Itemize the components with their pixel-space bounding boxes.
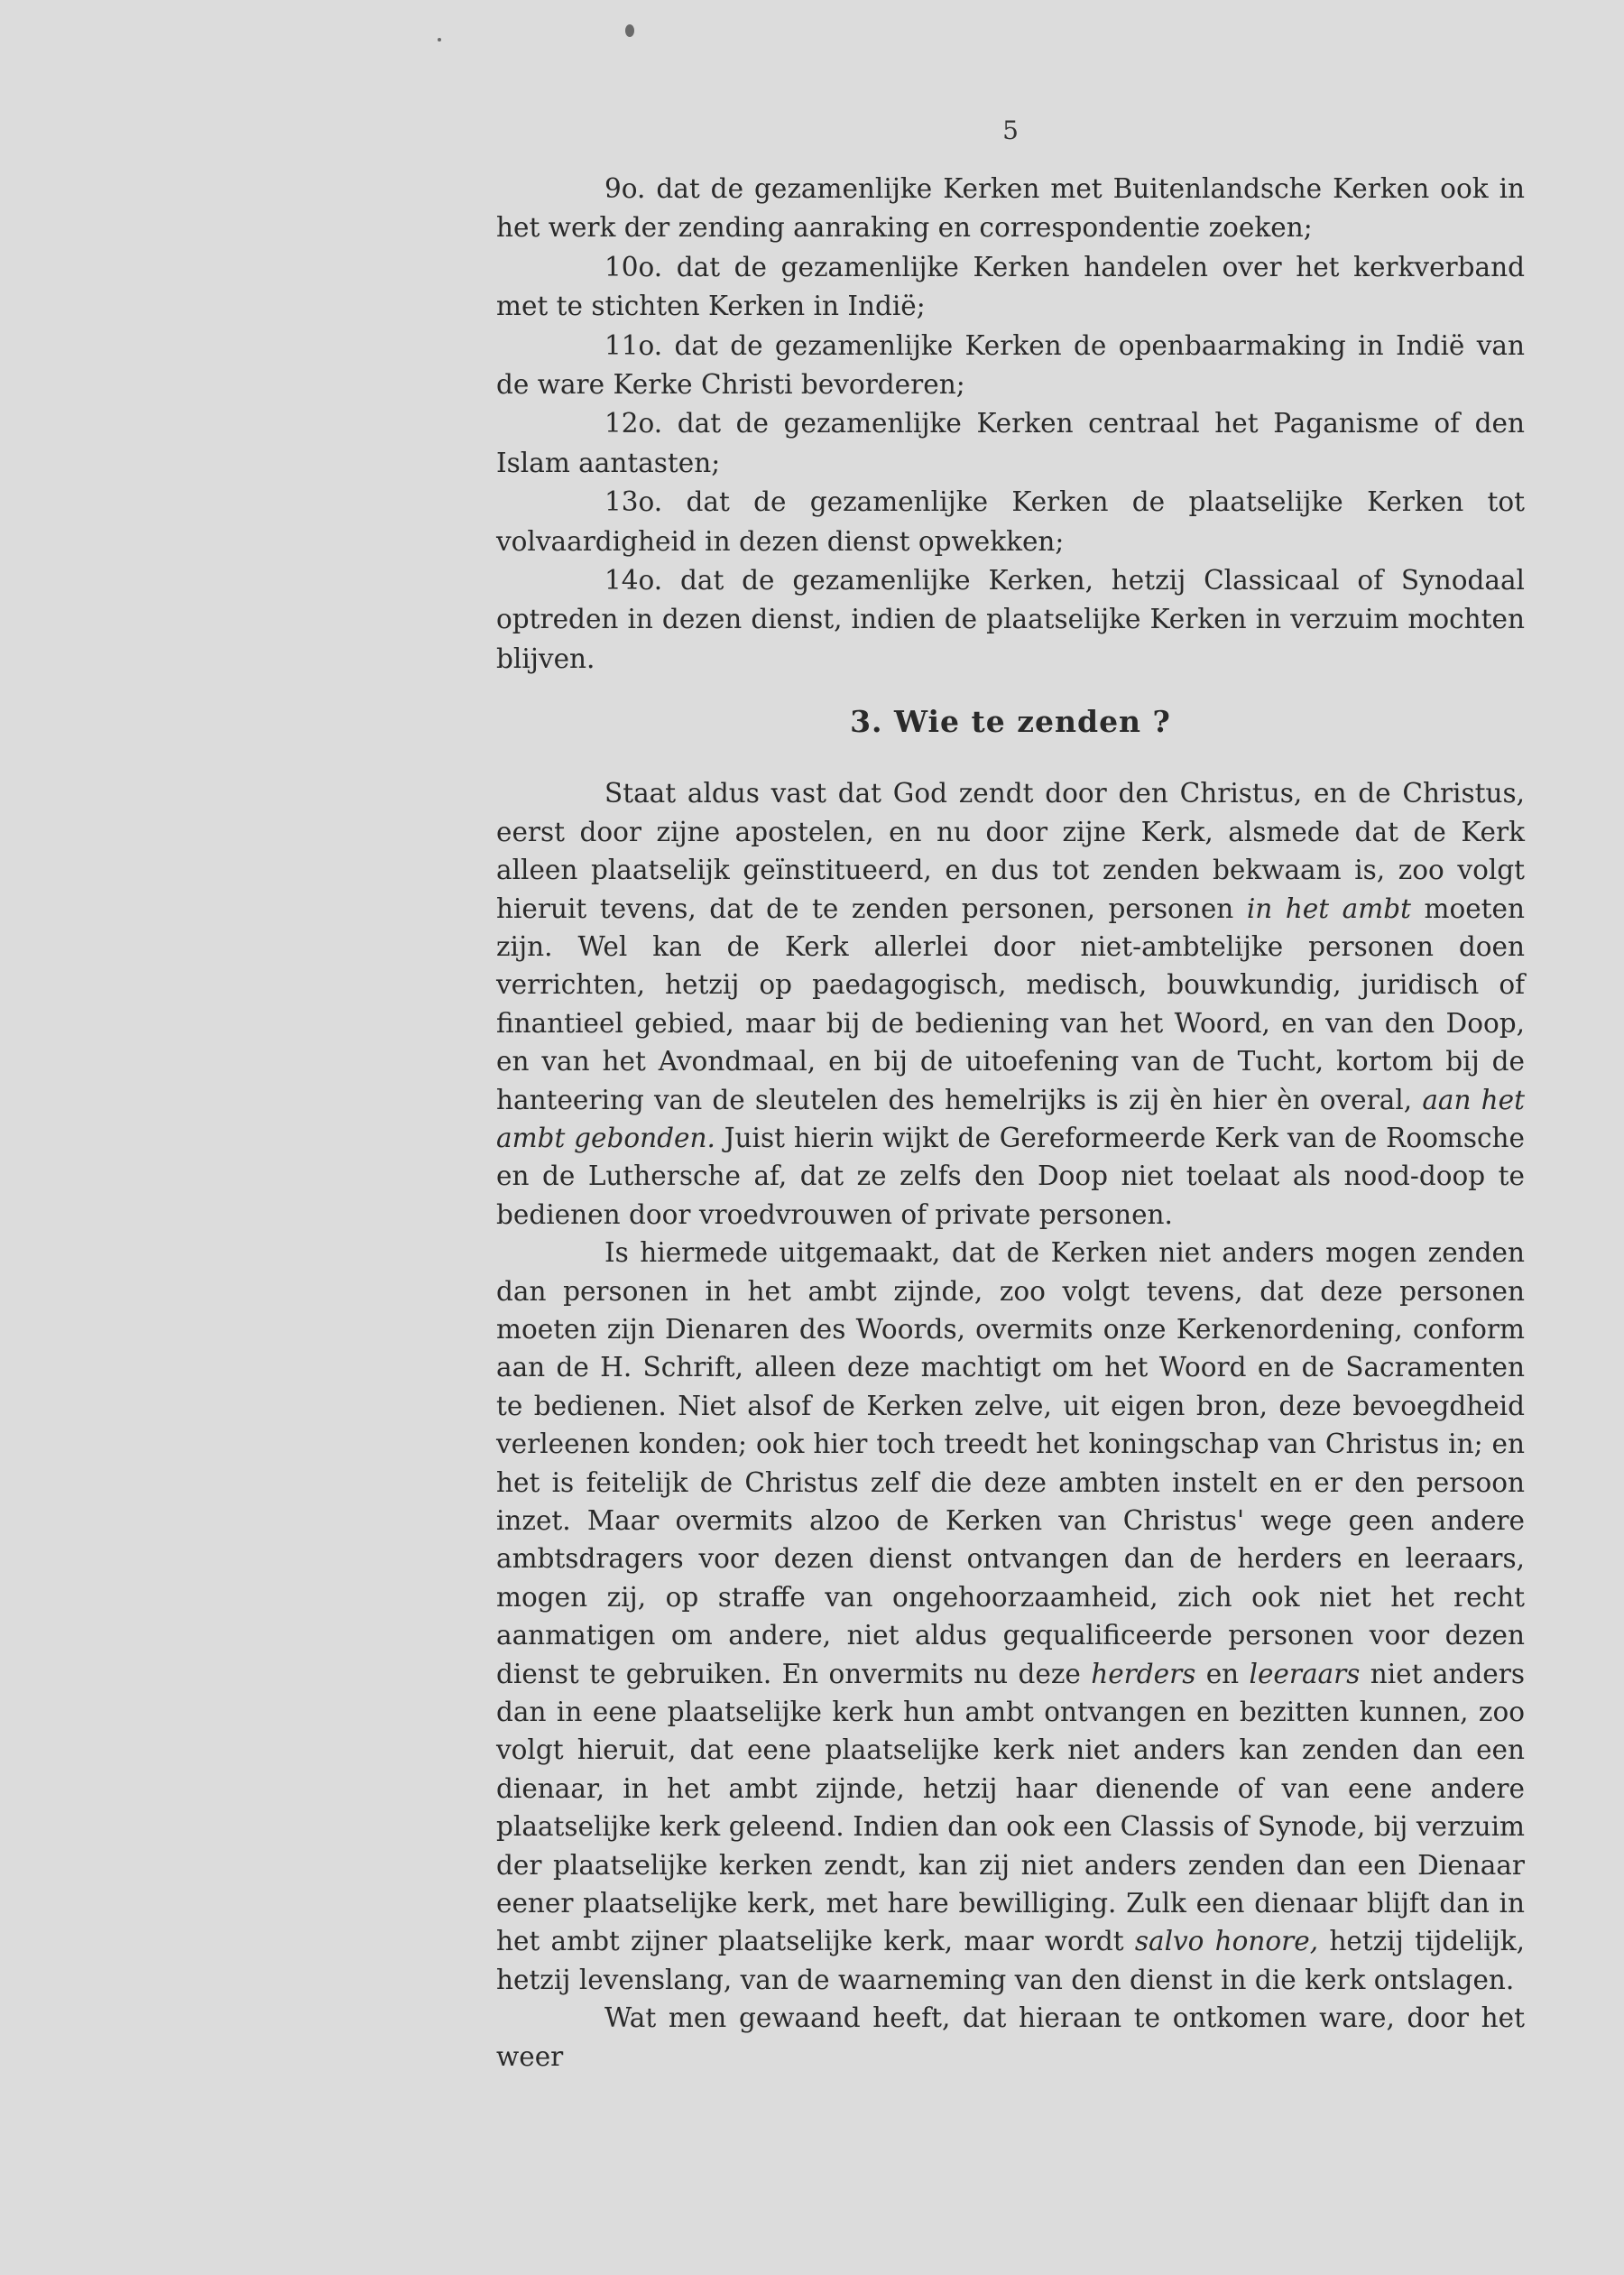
paragraph-text: niet anders dan in eene plaatselijke kerk hun ambt ontvangen en bezitten kunnen, zoo volgt hieruit, dat eene plaatselijke kerk niet anders kan zenden dan een dienaar, in het ambt zijnde, hetzij haar dienende of van eene andere plaatselijke kerk geleend. Indien dan ook een Classis of Synode, bij verzuim der plaatselijke kerken zendt, kan zij niet anders zenden dan een Dienaar eener plaatselijke kerk, met hare bewilliging. Zulk een dienaar blijft dan in het ambt zijner plaatselijke kerk, maar wordt — [496, 1658, 1525, 1957]
list-item-10: 10o. dat de gezamenlijke Kerken handelen over het kerkverband met te stichten Kerken in Indië; — [496, 251, 1525, 322]
ink-speck — [438, 38, 441, 42]
list-item-14: 14o. dat de gezamenlijke Kerken, hetzij Classicaal of Synodaal optreden in dezen dienst, indien de plaatselijke Kerken in verzuim mochten blijven. — [496, 565, 1525, 674]
paragraph-text: Juist hierin wijkt de Gereformeerde Kerk van de Roomsche en de Luthersche af, dat ze zelfs den Doop niet toelaat als nood-doop te bedienen door vroedvrouwen of private personen. — [496, 1122, 1525, 1230]
page-number: 5 — [1002, 116, 1019, 145]
paragraph-text: moeten zijn. Wel kan de Kerk allerlei door niet-ambtelijke personen doen verrichten, hetzij op paedagogisch, medisch, bouwkundig, juridisch of finantieel gebied, maar bij de bediening van het Woord, en van den Doop, en van het Avondmaal, en bij de uitoefening van de Tucht, kortom bij de hanteering van de sleutelen des hemelrijks is zij èn hier èn overal, — [496, 892, 1525, 1115]
paragraph-text: en — [1195, 1658, 1250, 1689]
section-heading: 3. Wie te zenden ? — [850, 704, 1171, 740]
list-item-13: 13o. dat de gezamenlijke Kerken de plaatselijke Kerken tot volvaardigheid in dezen dienst opwekken; — [496, 486, 1525, 557]
emphasis-text: aan het ambt gebonden. — [496, 1084, 1525, 1153]
paragraph-ministers — [496, 1234, 1525, 1999]
paragraph-text: Is hiermede uitgemaakt, dat de Kerken niet anders mogen zenden dan personen in het ambt zijnde, zoo volgt tevens, dat deze personen moeten zijn Dienaren des Woords, overmits onze Kerkenordening, conform aan de H. Schrift, alleen deze machtigt om het Woord en de Sacramenten te bedienen. Niet alsof de Kerken zelve, uit eigen bron, deze bevoegdheid verleenen konden; ook hier toch treedt het koningschap van Christus in; en het is feitelijk de Christus zelf die deze ambten instelt en er den persoon inzet. Maar overmits alzoo de Kerken van Christus' wege geen andere ambtsdragers voor dezen dienst ontvangen dan de herders en leeraars, mogen zij, op straffe van ongehoorzaamheid, zich ook niet het recht aanmatigen om andere, niet aldus gequalificeerde personen voor dezen dienst te gebruiken. En onvermits nu deze — [496, 1237, 1525, 1689]
page-body — [496, 170, 1525, 2076]
paragraph-text: Staat aldus vast dat God zendt door den Christus, en de Christus, eerst door zijne apostelen, en nu door zijne Kerk, alsmede dat de Kerk alleen plaatselijk geïnstitueerd, en dus tot zenden bekwaam is, zoo volgt hieruit tevens, dat de te zenden personen, personen — [496, 778, 1525, 924]
list-item-11: 11o. dat de gezamenlijke Kerken de openbaarmaking in Indië van de ware Kerke Christi bevorderen; — [496, 329, 1525, 401]
paragraph-who-to-send — [496, 774, 1525, 1234]
list-item-9: 9o. dat de gezamenlijke Kerken met Buitenlandsche Kerken ook in het werk der zending aanraking en correspondentie zoeken; — [496, 173, 1525, 244]
emphasis-text: herders — [1091, 1658, 1196, 1689]
paragraph-continuation: Wat men gewaand heeft, dat hieraan te ontkomen ware, door het weer — [496, 2002, 1525, 2072]
paragraph-text: hetzij tijdelijk, hetzij levenslang, van de waarneming van den dienst in die kerk ontslagen. — [496, 1926, 1526, 1995]
emphasis-text: salvo honore, — [1134, 1926, 1319, 1957]
ink-speck — [625, 24, 634, 37]
emphasis-text: leeraars — [1249, 1658, 1361, 1689]
list-item-12: 12o. dat de gezamenlijke Kerken centraal het Paganisme of den Islam aantasten; — [496, 408, 1525, 478]
emphasis-text: in het ambt — [1246, 892, 1411, 924]
